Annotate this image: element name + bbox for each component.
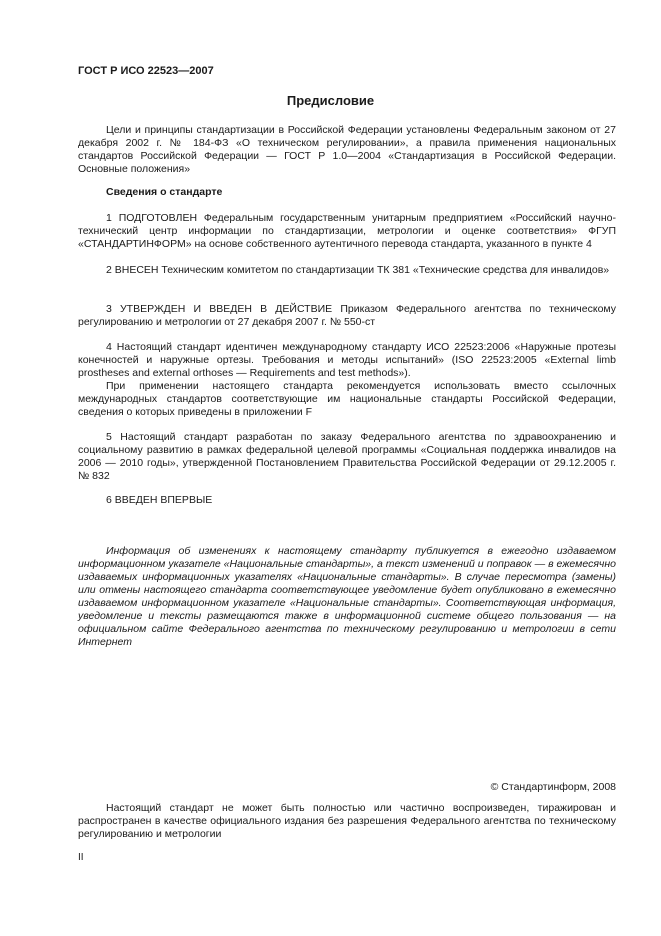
page-title: Предисловие	[286, 93, 375, 108]
item-5: 5 Настоящий стандарт разработан по заказу Федерального агентства по здравоохранению и социальному развитию в рамках федеральной целевой программы «Социальная поддержка инвалидов на 2006 — 2010 годы», утвержденной Постановлением Правительства Российской Федерации от 29.12.2005 г. № 832	[78, 431, 616, 482]
intro-paragraph-block	[78, 124, 616, 176]
about-heading: Сведения о стандарте	[106, 186, 223, 198]
item-6-block	[78, 494, 616, 507]
info-notice: Информация об изменениях к настоящему стандарту публикуется в ежегодно издаваемом информационном указателе «Национальные стандарты», а текст изменений и поправок — в ежемесячно издаваемых информационных указателях «Национальные стандарты». В случае пересмотра (замены) или отмены настоящего стандарта соответствующее уведомление будет опубликовано в ежемесячно издаваемом информационном указателе «Национальные стандарты». Соответствующая информация, уведомление и тексты размещаются также в информационной системе общего пользования — на официальном сайте Федерального агентства по техническому регулированию и метрологии в сети Интернет	[78, 545, 616, 648]
reproduction-notice-block	[78, 802, 616, 841]
page-number: II	[78, 852, 84, 863]
item-4-block	[78, 341, 616, 419]
item-4: 4 Настоящий стандарт идентичен международному стандарту ИСО 22523:2006 «Наружные протезы конечностей и наружные ортезы. Требования и методы испытаний» (ISO 22523:2005 «External limb prostheses and external orthoses — Requirements and test methods»).	[78, 341, 616, 379]
item-3-block	[78, 303, 616, 329]
item-1-block	[78, 212, 616, 251]
item-1: 1 ПОДГОТОВЛЕН Федеральным государственным унитарным предприятием «Российский научно-технический центр информации по стандартизации, метрологии и оценке соответствия» ФГУП «СТАНДАРТИНФОРМ» на основе собственного аутентичного перевода стандарта, указанного в пункте 4	[78, 212, 616, 250]
item-5-block	[78, 431, 616, 483]
info-notice-block	[78, 545, 616, 649]
document-header: ГОСТ Р ИСО 22523—2007	[78, 65, 214, 77]
item-3: 3 УТВЕРЖДЕН И ВВЕДЕН В ДЕЙСТВИЕ Приказом Федерального агентства по техническому регулированию и метрологии от 27 декабря 2007 г. № 550-ст	[78, 303, 616, 328]
reproduction-notice: Настоящий стандарт не может быть полностью или частично воспроизведен, тиражирован и распространен в качестве официального издания без разрешения Федерального агентства по техническому регулированию и метрологии	[78, 802, 616, 840]
item-6: 6 ВВЕДЕН ВПЕРВЫЕ	[106, 494, 213, 506]
copyright: © Стандартинформ, 2008	[490, 781, 616, 793]
item-2: 2 ВНЕСЕН Техническим комитетом по стандартизации ТК 381 «Технические средства для инвалидов»	[106, 264, 610, 276]
item-2-block	[78, 264, 616, 277]
item-4-note: При применении настоящего стандарта рекомендуется использовать вместо ссылочных международных стандартов соответствующие им национальные стандарты Российской Федерации, сведения о которых приведены в приложении F	[78, 380, 616, 418]
intro-paragraph: Цели и принципы стандартизации в Российской Федерации установлены Федеральным законом от 27 декабря 2002 г. № 184-ФЗ «О техническом регулировании», а правила применения национальных стандартов Российской Федерации — ГОСТ Р 1.0—2004 «Стандартизация в Российской Федерации. Основные положения»	[78, 124, 616, 175]
